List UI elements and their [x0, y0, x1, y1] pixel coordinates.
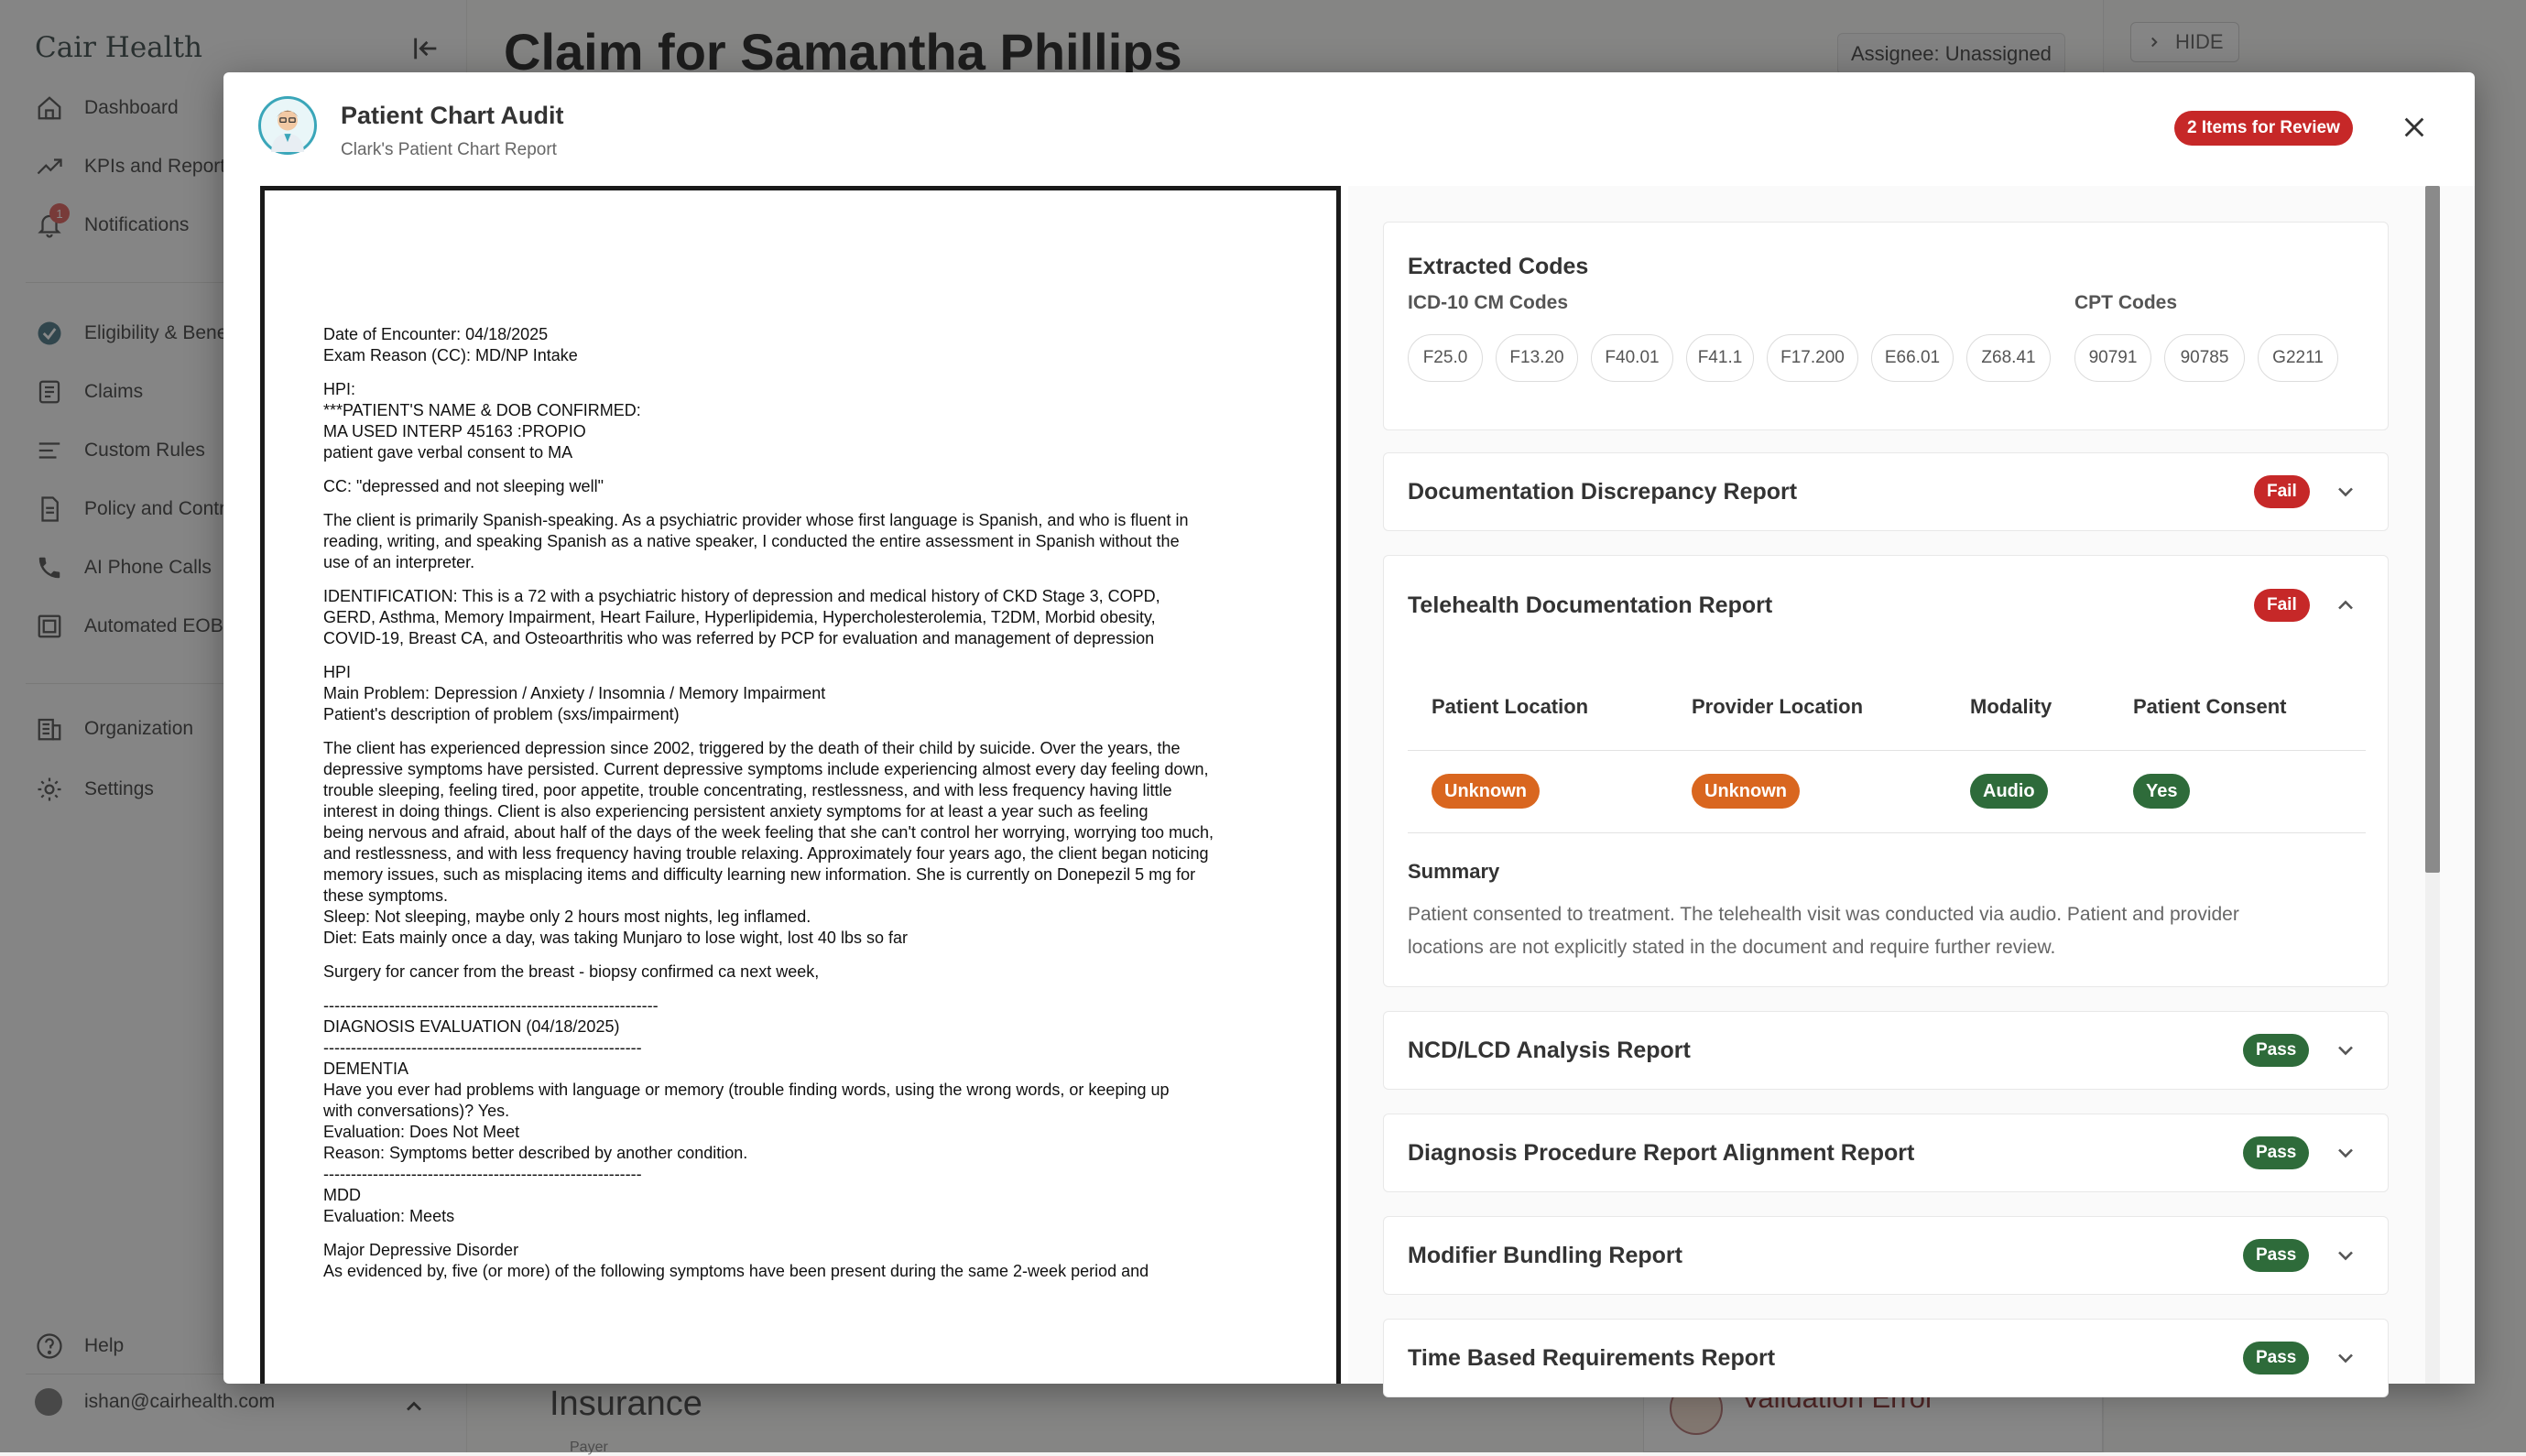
clipped-report-area [1348, 1319, 2425, 1371]
document-line: use of an interpreter. [323, 553, 475, 571]
document-line: interest in doing things. Client is also experiencing persistent anxiety symptoms for at least a year such as feeling [323, 802, 1149, 820]
icd-code-chip[interactable]: F17.200 [1767, 334, 1858, 382]
close-icon[interactable] [2394, 107, 2434, 147]
modal-subtitle: Clark's Patient Chart Report [341, 140, 557, 159]
document-line: depressive symptoms have persisted. Current depressive symptoms include experiencing almost every day feeling down, [323, 760, 1209, 778]
document-blank-line [323, 725, 1272, 738]
document-line: ---------------------------------------------------------- [323, 1038, 642, 1057]
extracted-codes-card [1383, 222, 2389, 430]
document-line: Major Depressive Disorder [323, 1241, 519, 1259]
chevron-down-icon[interactable] [2333, 1345, 2358, 1371]
table-divider [1408, 750, 2366, 751]
chevron-down-icon[interactable] [2333, 1140, 2358, 1166]
document-blank-line [323, 983, 1272, 995]
document-line: and restlessness, and with less frequency having trouble relaxing. Approximately four years ago, the client began noticing [323, 844, 1209, 863]
status-badge-pass: Pass [2243, 1342, 2309, 1375]
document-line: these symptoms. [323, 886, 449, 905]
time-based-report-card[interactable] [1383, 1319, 2389, 1397]
telehealth-report-card [1383, 555, 2389, 987]
document-line: GERD, Asthma, Memory Impairment, Heart Failure, Hyperlipidemia, Hypercholesterolemia, T2DM, Morbid obesity, [323, 608, 1156, 626]
cpt-codes-label: CPT Codes [2074, 292, 2178, 313]
extracted-codes-title: Extracted Codes [1408, 254, 1589, 279]
document-blank-line [323, 463, 1272, 476]
document-line: ***PATIENT'S NAME & DOB CONFIRMED: [323, 401, 641, 419]
document-line: CC: "depressed and not sleeping well" [323, 477, 604, 495]
report-title: Modifier Bundling Report [1408, 1243, 1682, 1268]
diagnosis-procedure-report-card[interactable] [1383, 1114, 2389, 1192]
document-line: HPI: [323, 380, 356, 398]
icd-code-chip[interactable]: E66.01 [1871, 334, 1954, 382]
icd-code-chip[interactable]: F40.01 [1591, 334, 1673, 382]
report-title: Documentation Discrepancy Report [1408, 479, 1798, 505]
column-header-provider-location: Provider Location [1692, 695, 1864, 718]
document-line: As evidenced by, five (or more) of the following symptoms have been present during the same 2-week period and [323, 1262, 1149, 1280]
cpt-code-chip[interactable]: 90791 [2074, 334, 2151, 382]
doctor-avatar-icon [258, 96, 317, 155]
chevron-down-icon[interactable] [2333, 1243, 2358, 1268]
status-badge-fail: Fail [2254, 475, 2310, 508]
document-line: Main Problem: Depression / Anxiety / Insomnia / Memory Impairment [323, 684, 826, 702]
ncd-lcd-report-card[interactable] [1383, 1011, 2389, 1090]
document-line: Reason: Symptoms better described by another condition. [323, 1144, 748, 1162]
document-blank-line [323, 1227, 1272, 1240]
document-line: Date of Encounter: 04/18/2025 [323, 325, 549, 343]
document-line: DEMENTIA [323, 1059, 409, 1078]
status-badge-pass: Pass [2243, 1034, 2309, 1067]
status-badge-pass: Pass [2243, 1136, 2309, 1169]
document-line: with conversations)? Yes. [323, 1102, 510, 1120]
modal-header [223, 72, 2475, 186]
document-blank-line [323, 649, 1272, 662]
icd-code-chip[interactable]: Z68.41 [1966, 334, 2051, 382]
document-line: DIAGNOSIS EVALUATION (04/18/2025) [323, 1017, 620, 1036]
summary-heading: Summary [1408, 860, 1500, 883]
icd-codes-label: ICD-10 CM Codes [1408, 292, 1569, 313]
document-line: IDENTIFICATION: This is a 72 with a psychiatric history of depression and medical history of CKD Stage 3, COPD, [323, 587, 1160, 605]
report-title: Diagnosis Procedure Report Alignment Report [1408, 1140, 1915, 1166]
document-line: Diet: Eats mainly once a day, was taking Munjaro to lose wight, lost 40 lbs so far [323, 929, 908, 947]
document-line: HPI [323, 663, 352, 681]
document-blank-line [323, 573, 1272, 586]
document-line: The client has experienced depression since 2002, triggered by the death of their child by suicide. Over the years, the [323, 739, 1181, 757]
document-line: Evaluation: Meets [323, 1207, 455, 1225]
modal-title: Patient Chart Audit [341, 102, 564, 129]
chevron-up-icon[interactable] [2333, 592, 2358, 618]
document-line: Surgery for cancer from the breast - biopsy confirmed ca next week, [323, 962, 820, 981]
column-header-patient-consent: Patient Consent [2133, 695, 2287, 718]
document-line: MA USED INTERP 45163 :PROPIO [323, 422, 586, 440]
review-count-badge: 2 Items for Review [2174, 111, 2353, 146]
document-line: The client is primarily Spanish-speaking. As a psychiatric provider whose first language is Spanish, and who is fluent in [323, 511, 1189, 529]
patient-consent-badge: Yes [2133, 774, 2190, 809]
summary-text [1408, 898, 2351, 964]
cpt-code-chip[interactable]: 90785 [2164, 334, 2245, 382]
report-title: Telehealth Documentation Report [1408, 592, 1773, 618]
documentation-discrepancy-card[interactable] [1383, 452, 2389, 531]
document-line: ---------------------------------------------------------- [323, 1165, 642, 1183]
provider-location-badge: Unknown [1692, 774, 1800, 809]
document-line: trouble sleeping, feeling tired, poor appetite, trouble concentrating, restlessness, and with less frequency having little [323, 781, 1172, 799]
document-blank-line [323, 497, 1272, 510]
report-title: NCD/LCD Analysis Report [1408, 1038, 1691, 1063]
column-header-modality: Modality [1970, 695, 2052, 718]
patient-location-badge: Unknown [1432, 774, 1540, 809]
document-blank-line [323, 949, 1272, 962]
summary-line: Patient consented to treatment. The telehealth visit was conducted via audio. Patient and provider [1408, 904, 2239, 925]
icd-code-chip[interactable]: F41.1 [1686, 334, 1754, 382]
status-badge-fail: Fail [2254, 589, 2310, 622]
document-line: reading, writing, and speaking Spanish as a native speaker, I conducted the entire assessment in Spanish without the [323, 532, 1180, 550]
table-divider [1408, 832, 2366, 833]
document-line: being nervous and afraid, about half of the days of the week feeling that she can't control her worrying, worrying too much, [323, 823, 1214, 842]
document-line: Exam Reason (CC): MD/NP Intake [323, 346, 578, 364]
report-title: Time Based Requirements Report [1408, 1345, 1776, 1371]
document-line: Sleep: Not sleeping, maybe only 2 hours most nights, leg inflamed. [323, 907, 811, 926]
summary-line: locations are not explicitly stated in the document and require further review. [1408, 937, 2056, 958]
scrollbar-thumb[interactable] [2425, 186, 2440, 873]
document-line: Patient's description of problem (sxs/impairment) [323, 705, 680, 723]
chevron-down-icon[interactable] [2333, 1038, 2358, 1063]
document-line: Evaluation: Does Not Meet [323, 1123, 520, 1141]
document-line: memory issues, such as misplacing items and difficulty learning new information. She is currently on Donepezil 5 mg for [323, 865, 1196, 884]
document-blank-line [323, 366, 1272, 379]
document-line: COVID-19, Breast CA, and Osteoarthritis who was referred by PCP for evaluation and management of depression [323, 629, 1155, 647]
chevron-down-icon[interactable] [2333, 479, 2358, 505]
document-text [265, 190, 1272, 1282]
document-line: patient gave verbal consent to MA [323, 443, 573, 462]
icd-code-chip[interactable]: F13.20 [1496, 334, 1578, 382]
patient-chart-document[interactable] [260, 186, 1341, 1384]
icd-code-chip[interactable]: F25.0 [1408, 334, 1483, 382]
document-line: ------------------------------------------------------------- [323, 996, 659, 1015]
document-line: MDD [323, 1186, 361, 1204]
status-badge-pass: Pass [2243, 1239, 2309, 1272]
column-header-patient-location: Patient Location [1432, 695, 1589, 718]
modifier-bundling-report-card[interactable] [1383, 1216, 2389, 1295]
modality-badge: Audio [1970, 774, 2048, 809]
cpt-code-chip[interactable]: G2211 [2258, 334, 2338, 382]
document-line: Have you ever had problems with language or memory (trouble finding words, using the wrong words, or keeping up [323, 1081, 1170, 1099]
